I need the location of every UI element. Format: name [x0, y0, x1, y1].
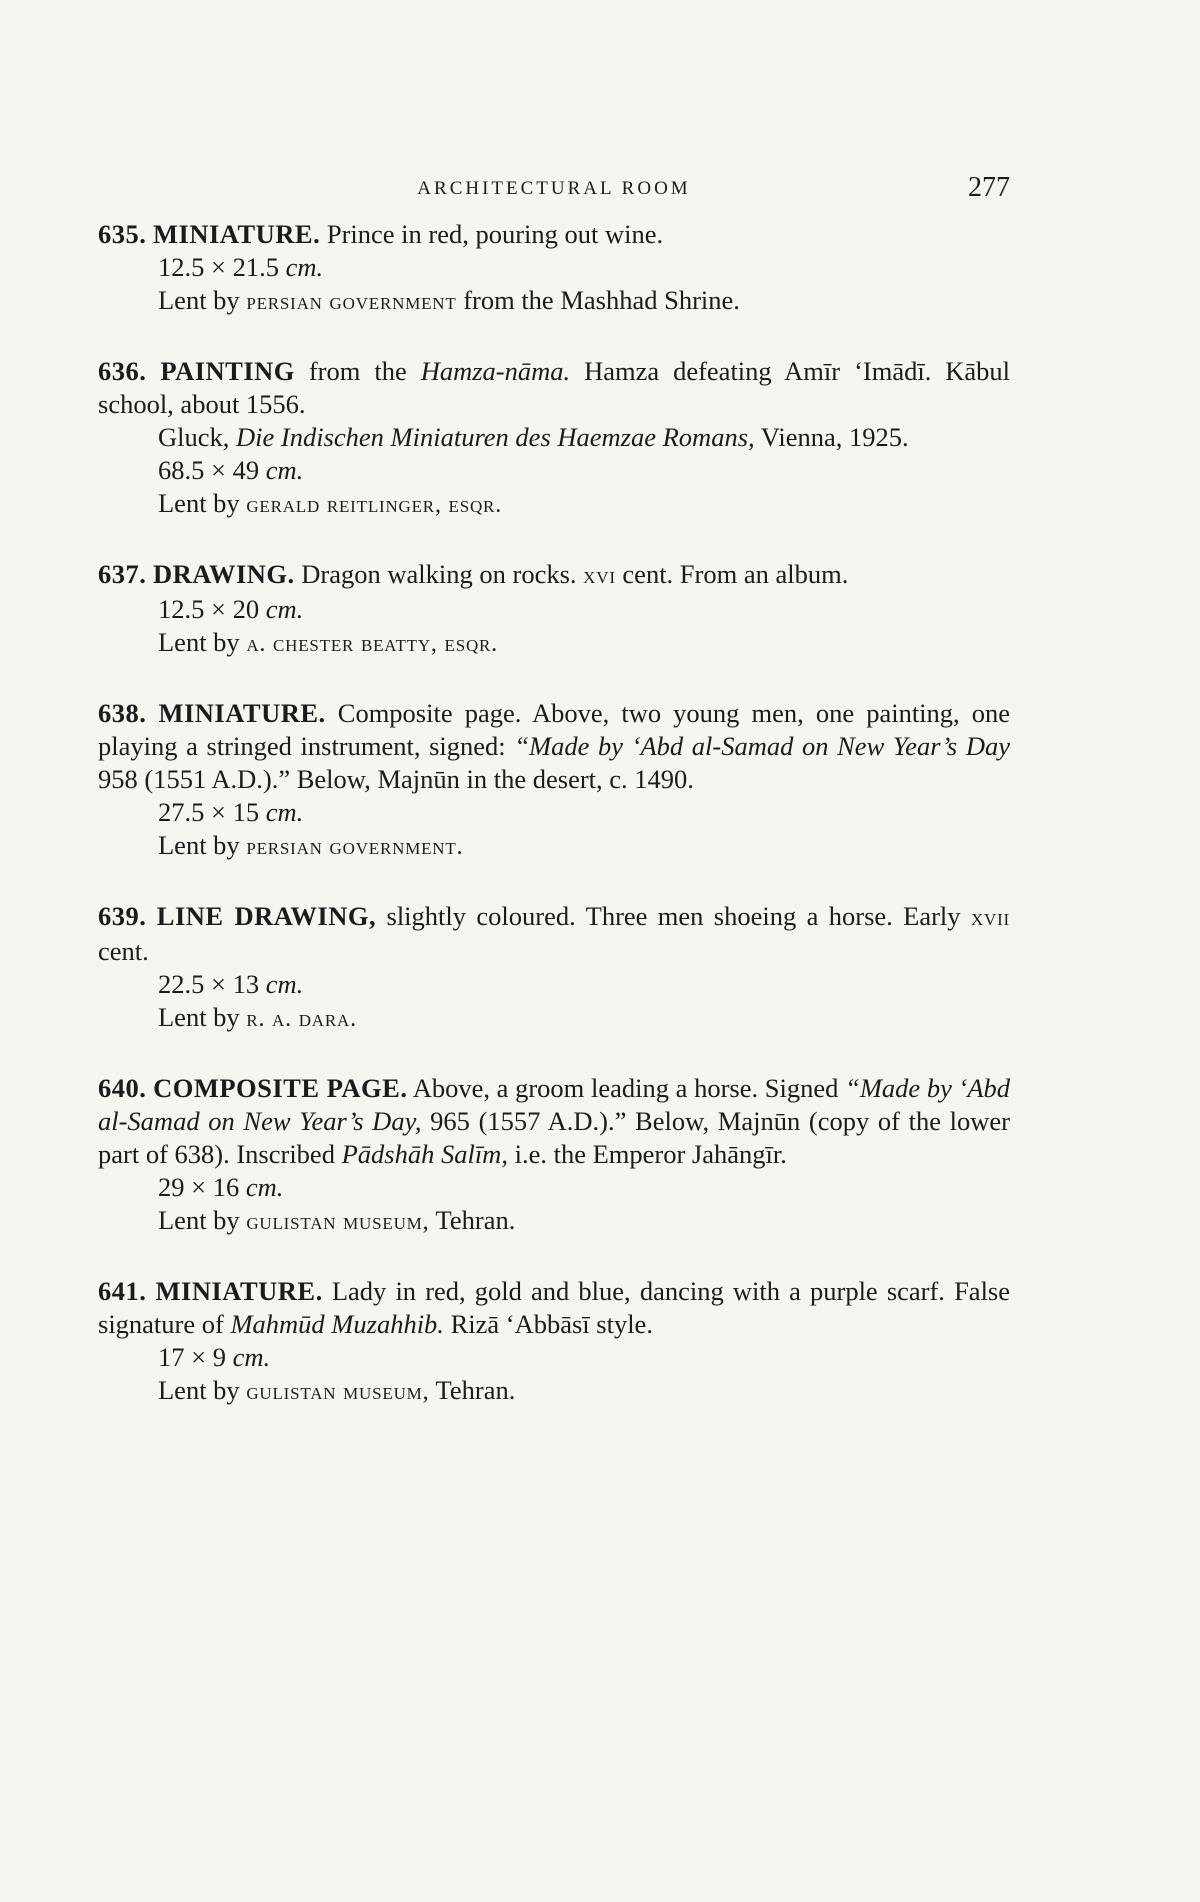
- entry-description: [98, 355, 1010, 421]
- catalogue-entry-639: [98, 900, 1010, 1036]
- entry-text-continued: cent.: [98, 936, 149, 966]
- page-header: [98, 172, 1010, 206]
- entry-title: MINIATURE.: [158, 698, 326, 728]
- entry-lender: [98, 284, 1010, 319]
- entry-text-continued: 965 (1557 A.D.).” Below, Majnūn (copy of the lower part of 638). Inscribed: [98, 1106, 1010, 1169]
- entry-text: Composite page. Above, two young men, one painting, one playing a stringed instrument, signed:: [98, 698, 1011, 761]
- entry-text: Above, a groom leading a horse. Signed: [412, 1073, 839, 1103]
- entry-text-continued: cent. From an album.: [622, 559, 849, 589]
- page-number: 277: [968, 172, 1010, 203]
- catalogue-entry-640: [98, 1072, 1010, 1239]
- dimensions-unit: cm.: [265, 969, 304, 999]
- dimensions-unit: cm.: [265, 797, 304, 827]
- dimensions-value: 27.5 × 15: [158, 797, 260, 827]
- entry-lender: [98, 487, 1010, 522]
- dimensions-value: 17 × 9: [158, 1342, 226, 1372]
- reference-author: Gluck,: [158, 422, 230, 452]
- entry-lender: [98, 626, 1010, 661]
- entry-text-end: i.e. the Emperor Jahāngīr.: [514, 1139, 787, 1169]
- entry-number: 641.: [98, 1276, 147, 1306]
- lent-suffix: Tehran.: [435, 1205, 516, 1235]
- dimensions-value: 22.5 × 13: [158, 969, 260, 999]
- lent-by-prefix: Lent by: [158, 830, 240, 860]
- dimensions-value: 29 × 16: [158, 1172, 240, 1202]
- catalogue-entry-635: [98, 218, 1010, 319]
- entry-number: 637.: [98, 559, 147, 589]
- entry-text: Prince in red, pouring out wine.: [326, 219, 664, 249]
- entry-number: 635.: [98, 219, 147, 249]
- entry-dimensions: [98, 1341, 1010, 1374]
- entry-description: [98, 697, 1010, 796]
- lent-by-prefix: Lent by: [158, 1002, 240, 1032]
- entry-dimensions: [98, 593, 1010, 626]
- lent-by-prefix: Lent by: [158, 1205, 240, 1235]
- reference-place-year: Vienna, 1925.: [760, 422, 909, 452]
- entry-text: Dragon walking on rocks.: [301, 559, 577, 589]
- dimensions-value: 12.5 × 21.5: [158, 252, 279, 282]
- entry-number: 636.: [98, 356, 147, 386]
- entry-lender: [98, 1204, 1010, 1239]
- entry-dimensions: [98, 796, 1010, 829]
- entry-number: 640.: [98, 1073, 147, 1103]
- entry-text: from the: [308, 356, 407, 386]
- catalogue-entries: [98, 218, 1010, 1445]
- entry-text-italic: “Made by ‘Abd al-Samad on New Year’s Day,: [98, 1073, 1011, 1136]
- entry-title: DRAWING.: [153, 559, 295, 589]
- dimensions-unit: cm.: [285, 252, 324, 282]
- century-numeral: xvi: [583, 563, 616, 589]
- entry-description: [98, 1072, 1010, 1171]
- entry-text-continued: 958 (1551 A.D.).” Below, Majnūn in the desert, c. 1490.: [98, 764, 694, 794]
- dimensions-unit: cm.: [245, 1172, 284, 1202]
- entry-description: [98, 900, 1010, 968]
- inscription-italic: Pādshāh Salīm,: [341, 1139, 508, 1169]
- entry-text-continued: Hamza defeating Amīr ‘Imādī. Kābul school, about 1556.: [98, 356, 1011, 419]
- lent-by-prefix: Lent by: [158, 488, 240, 518]
- entry-title: PAINTING: [160, 356, 295, 386]
- reference-title: Die Indischen Miniaturen des Haemzae Romans,: [236, 422, 755, 452]
- running-title: ARCHITECTURAL ROOM: [417, 178, 691, 199]
- dimensions-unit: cm.: [265, 594, 304, 624]
- entry-title: MINIATURE.: [153, 219, 321, 249]
- lent-suffix: Tehran.: [435, 1375, 516, 1405]
- lent-by-prefix: Lent by: [158, 285, 240, 315]
- entry-lender: [98, 829, 1010, 864]
- entry-text-italic: “Made by ‘Abd al-Samad on New Year’s Day: [514, 731, 1010, 761]
- entry-dimensions: [98, 454, 1010, 487]
- entry-description: [98, 218, 1010, 251]
- catalogue-entry-636: [98, 355, 1010, 522]
- dimensions-value: 12.5 × 20: [158, 594, 260, 624]
- lent-by-prefix: Lent by: [158, 627, 240, 657]
- catalogue-entry-637: [98, 558, 1010, 661]
- entry-text: slightly coloured. Three men shoeing a horse. Early: [386, 901, 961, 931]
- lender-name: persian government: [246, 289, 457, 315]
- entry-title: LINE DRAWING,: [156, 901, 377, 931]
- entry-title: COMPOSITE PAGE.: [153, 1073, 408, 1103]
- entry-text-italic: Mahmūd Muzahhib.: [230, 1309, 444, 1339]
- entry-description: [98, 1275, 1010, 1341]
- catalogue-entry-641: [98, 1275, 1010, 1409]
- lent-by-prefix: Lent by: [158, 1375, 240, 1405]
- entry-lender: [98, 1001, 1010, 1036]
- entry-dimensions: [98, 968, 1010, 1001]
- entry-description: [98, 558, 1010, 593]
- catalogue-entry-638: [98, 697, 1010, 864]
- dimensions-unit: cm.: [232, 1342, 271, 1372]
- dimensions-value: 68.5 × 49: [158, 455, 260, 485]
- entry-number: 638.: [98, 698, 147, 728]
- entry-text-italic: Hamza-nāma.: [420, 356, 571, 386]
- lender-name: gulistan museum,: [246, 1379, 430, 1405]
- lender-name: a. chester beatty, esqr.: [246, 631, 498, 657]
- lender-name: gulistan museum,: [246, 1209, 430, 1235]
- entry-title: MINIATURE.: [155, 1276, 323, 1306]
- entry-lender: [98, 1374, 1010, 1409]
- lender-name: persian government.: [246, 834, 464, 860]
- entry-reference: [98, 421, 1010, 454]
- dimensions-unit: cm.: [265, 455, 304, 485]
- entry-text-continued: Rizā ‘Abbāsī style.: [450, 1309, 653, 1339]
- entry-dimensions: [98, 251, 1010, 284]
- entry-text: Lady in red, gold and blue, dancing with a purple scarf. False signature of: [98, 1276, 1011, 1339]
- lender-name: gerald reitlinger, esqr.: [246, 492, 502, 518]
- lent-suffix: from the Mashhad Shrine.: [463, 285, 740, 315]
- entry-dimensions: [98, 1171, 1010, 1204]
- lender-name: r. a. dara.: [246, 1006, 357, 1032]
- century-numeral: xvii: [970, 905, 1011, 931]
- entry-number: 639.: [98, 901, 147, 931]
